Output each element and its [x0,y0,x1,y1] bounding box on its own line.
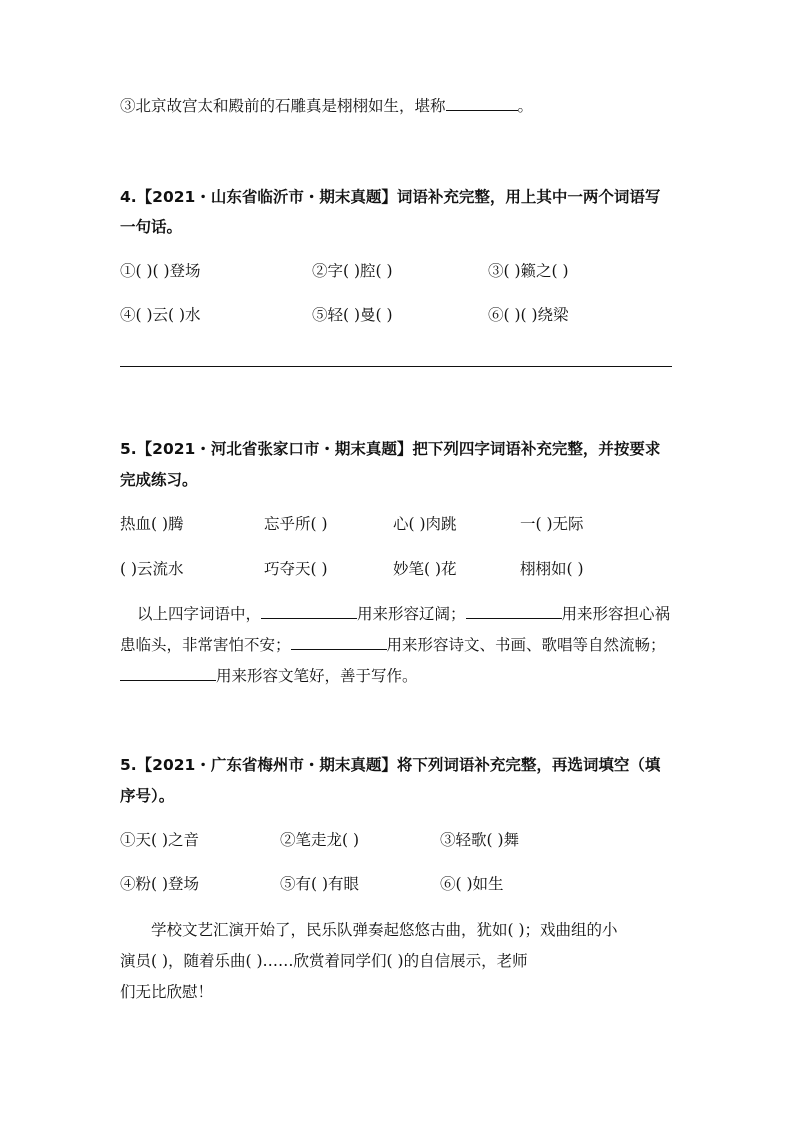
q5a-word-8: 栩栩如( ) [520,560,584,578]
q5b-word-4: ④粉( )登场 [120,875,200,893]
q4-answer-line[interactable] [120,366,672,367]
q5a-para-line2 [120,633,666,657]
q5a-word-3: 心( )肉跳 [393,515,457,533]
q5b-word-6: ⑥( )如生 [440,875,504,893]
q5a-para-text: 用来形容诗文、书画、歌唱等自然流畅； [386,636,666,654]
q5b-title-line1: 5.【2021・广东省梅州市・期末真题】将下列词语补充完整，再选词填空（填 [120,756,661,774]
q5a-title-line1: 5.【2021・河北省张家口市・期末真题】把下列四字词语补充完整，并按要求 [120,440,661,458]
q5a-blank-2[interactable] [466,602,562,619]
q5a-para-text: 用来形容文笔好，善于写作。 [216,667,418,685]
q4-word-2: ②字( )腔( ) [312,262,393,280]
q4-word-5: ⑤轻( )曼( ) [312,306,393,324]
q4-word-6: ⑥( )( )绕梁 [488,306,569,324]
q5b-word-3: ③轻歌( )舞 [440,831,520,849]
q5b-title-line2: 序号）。 [120,787,175,805]
q5a-para-text: 患临头，非常害怕不安； [120,636,291,654]
q4-word-3: ③( )籁之( ) [488,262,569,280]
q5b-para-line1: 学校文艺汇演开始了，民乐队弹奏起悠悠古曲，犹如( )；戏曲组的小 [151,921,618,939]
q3-item3-text: ③北京故宫太和殿前的石雕真是栩栩如生，堪称 [120,97,446,115]
q4-word-1: ①( )( )登场 [120,262,201,280]
q5b-word-1: ①天( )之音 [120,831,200,849]
q5a-word-2: 忘乎所( ) [264,515,328,533]
q5a-para-text: 用来形容辽阔； [357,605,466,623]
q5a-para-line1 [137,602,670,626]
q4-title-line1: 4.【2021・山东省临沂市・期末真题】词语补充完整，用上其中一两个词语写 [120,188,661,206]
q5a-para-text: 以上四字词语中， [137,605,262,623]
q5b-word-2: ②笔走龙( ) [280,831,360,849]
q4-word-4: ④( )云( )水 [120,306,201,324]
q5a-title-line2: 完成练习。 [120,471,198,489]
q5a-blank-1[interactable] [261,602,357,619]
q5b-para-line3: 们无比欣慰！ [120,983,214,1001]
q5a-word-1: 热血( )腾 [120,515,184,533]
q5a-word-6: 巧夺天( ) [264,560,328,578]
q5a-blank-4[interactable] [120,664,216,681]
q3-item3 [120,94,533,118]
q5a-blank-3[interactable] [291,633,387,650]
q4-title-line2: 一句话。 [120,218,183,236]
q5a-word-5: ( )云流水 [120,560,184,578]
q5b-para-line2: 演员( )，随着乐曲( )……欣赏着同学们( )的自信展示，老师 [120,952,528,970]
q5a-word-7: 妙笔( )花 [393,560,457,578]
q5a-para-text: 用来形容担心祸 [561,605,671,623]
q3-item3-end: 。 [517,97,534,115]
q3-item3-blank[interactable] [446,94,518,111]
q5a-word-4: 一( )无际 [520,515,584,533]
q5a-para-line3 [120,664,418,688]
q5b-word-5: ⑤有( )有眼 [280,875,360,893]
